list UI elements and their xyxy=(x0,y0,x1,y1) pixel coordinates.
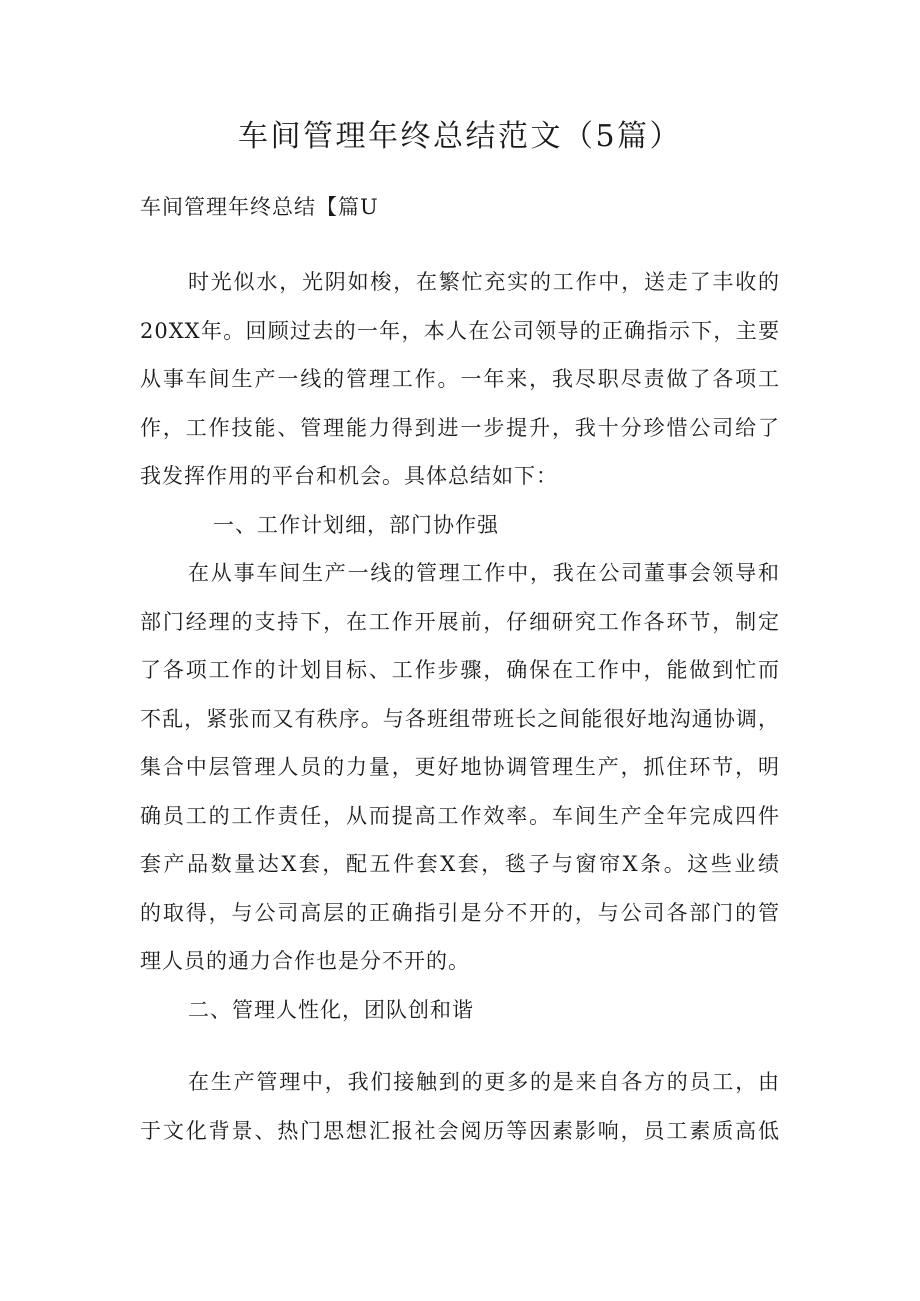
paragraph-intro xyxy=(140,258,780,501)
paragraph-line: 的取得，与公司高层的正确指引是分不开的，与公司各部门的管 xyxy=(140,900,780,925)
paragraph-line: 理人员的通力合作也是分不开的。 xyxy=(140,949,470,973)
section-heading-2: 二、管理人性化，团队创和谐 xyxy=(188,997,474,1022)
paragraph-line: 套产品数量达X套，配五件套X套，毯子与窗帘X条。这些业绩 xyxy=(140,852,780,876)
paragraph-line: 20XX年。回顾过去的一年，本人在公司领导的正确指示下，主要 xyxy=(140,318,780,343)
paragraph-line: 不乱，紧张而又有秩序。与各班组带班长之间能很好地沟通协调， xyxy=(140,706,780,731)
paragraph-line: 作，工作技能、管理能力得到进一步提升，我十分珍惜公司给了 xyxy=(140,415,780,440)
paragraph-line: 了各项工作的计划目标、工作步骤，确保在工作中，能做到忙而 xyxy=(140,658,780,682)
paragraph-line: 于文化背景、热门思想汇报社会阅历等因素影响，员工素质高低 xyxy=(140,1118,780,1143)
paragraph-line: 部门经理的支持下，在工作开展前，仔细研究工作各环节，制定 xyxy=(140,609,780,634)
document-body xyxy=(140,183,780,1155)
paragraph-line: 确员工的工作责任，从而提高工作效率。车间生产全年完成四件 xyxy=(140,803,780,828)
paragraph-line: 集合中层管理人员的力量，更好地协调管理生产，抓住环节，明 xyxy=(140,755,780,779)
paragraph-line: 时光似水，光阴如梭，在繁忙充实的工作中，送走了丰收的 xyxy=(188,270,780,294)
paragraph-section-1 xyxy=(140,549,780,986)
document-title: 车间管理年终总结范文（5篇） xyxy=(237,119,683,154)
paragraph-line: 我发挥作用的平台和机会。具体总结如下： xyxy=(140,464,558,488)
paragraph-line: 在从事车间生产一线的管理工作中，我在公司董事会领导和 xyxy=(188,561,780,585)
paragraph-line: 从事车间生产一线的管理工作。一年来，我尽职尽责做了各项工 xyxy=(140,367,780,391)
section-heading-1: 一、工作计划细，部门协作强 xyxy=(213,512,499,537)
paragraph-section-2 xyxy=(140,1058,780,1155)
part-heading: 车间管理年终总结【篇U xyxy=(140,195,379,219)
paragraph-line: 在生产管理中，我们接触到的更多的是来自各方的员工，由 xyxy=(188,1070,780,1094)
